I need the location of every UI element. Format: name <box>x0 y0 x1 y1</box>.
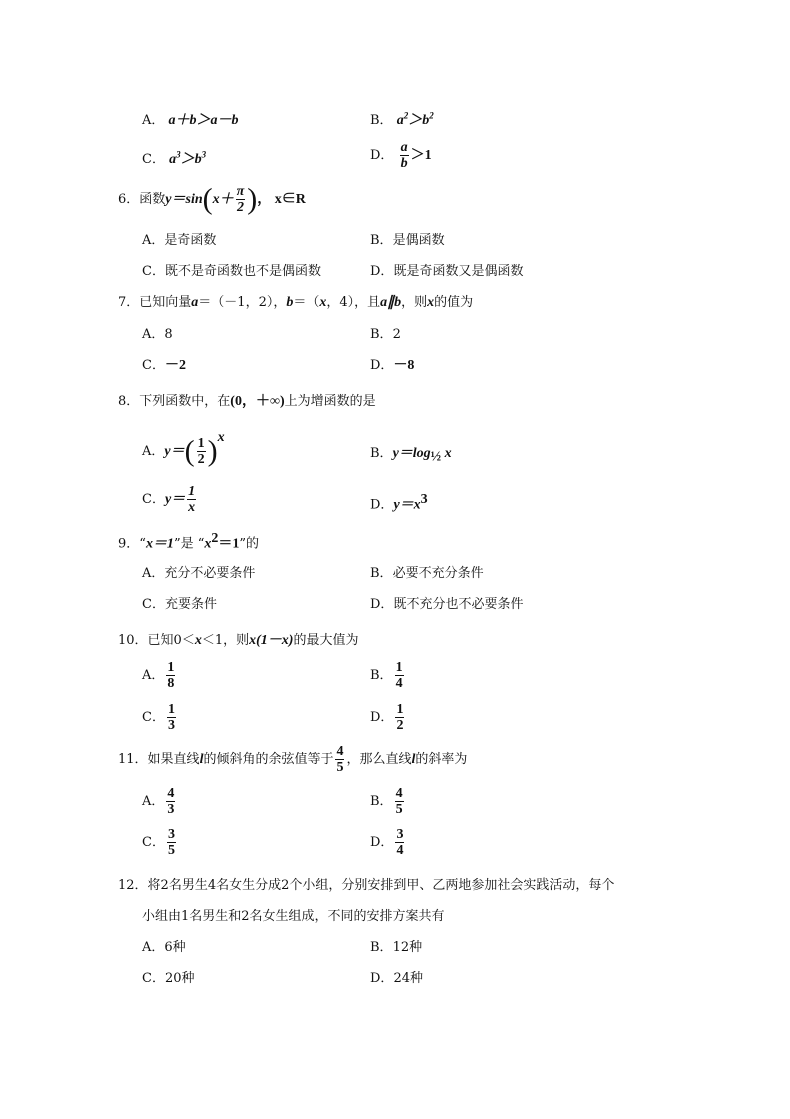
q9-option-a: A．充分不必要条件 <box>142 566 256 581</box>
q9-option-d: D．既不充分也不必要条件 <box>370 597 524 612</box>
option-fraction: $\frac{a}{b}$ <box>400 140 408 171</box>
q5-option-d: D． $\frac{a}{b}$ ＞1 <box>370 140 432 171</box>
q10-option-c: C． $\frac{1}{3}$ <box>142 702 175 733</box>
question-9: 9．“x＝1”是 “$x^2=1$”的 <box>118 531 260 552</box>
q10-option-d: D． $\frac{1}{2}$ <box>370 702 404 733</box>
q9-option-b: B．必要不充分条件 <box>370 566 484 581</box>
question-12: 12．将2名男生4名女生分成2个小组，分别安排到甲、乙两地参加社会实践活动，每个 <box>118 878 615 893</box>
q12-option-d: D．24种 <box>370 971 423 986</box>
q7-option-c: C．－2 <box>142 358 186 373</box>
option-fraction: $\frac{4}{3}$ <box>167 786 175 817</box>
q6-option-a: A．是奇函数 <box>142 233 217 248</box>
option-expression: $a^3>b^3$ <box>169 149 207 167</box>
option-fraction: $\frac{1}{x}$ <box>188 484 196 515</box>
option-fraction: $\frac{4}{5}$ <box>395 786 403 817</box>
option-fraction: $\frac{1}{3}$ <box>167 702 175 733</box>
q11-option-c: C． $\frac{3}{5}$ <box>142 827 175 858</box>
pi-over-2: $\frac{\pi}{2}$ <box>236 184 245 215</box>
option-fraction: $\frac{1}{4}$ <box>395 660 403 691</box>
option-fraction: $\frac{1}{2}$ <box>396 702 404 733</box>
q7-option-b: B．2 <box>370 327 401 342</box>
q10-option-b: B． $\frac{1}{4}$ <box>370 660 403 691</box>
q11-option-b: B． $\frac{4}{5}$ <box>370 786 403 817</box>
q11-option-d: D． $\frac{3}{4}$ <box>370 827 404 858</box>
q6-option-d: D．既是奇函数又是偶函数 <box>370 264 524 279</box>
question-text: 函数 <box>139 192 166 207</box>
four-fifths: $\frac{4}{5}$ <box>336 744 344 775</box>
option-label: C． <box>142 152 165 167</box>
question-10: 10．已知0＜x＜1，则x(1－x)的最大值为 <box>118 633 359 648</box>
q12-option-c: C．20种 <box>142 971 195 986</box>
option-expression: $a^2>b^2$ <box>396 110 434 128</box>
q5-option-b <box>370 109 434 129</box>
question-11: 11．如果直线l的倾斜角的余弦值等于 $\frac{4}{5}$ ，那么直线l的斜率为 <box>118 744 468 775</box>
option-label: D． <box>370 148 394 163</box>
option-expression: a＋b＞a－b <box>168 113 239 128</box>
q7-option-a: A．8 <box>142 327 173 342</box>
q8-option-d: D．$y=x^3$ <box>370 492 428 513</box>
q8-option-b: B．$y=\log_{\frac{1}{2}}$ x <box>370 446 452 465</box>
q6-option-b: B．是偶函数 <box>370 233 445 248</box>
q6-option-c: C．既不是奇函数也不是偶函数 <box>142 264 321 279</box>
question-8: 8．下列函数中，在(0，＋∞)上为增函数的是 <box>118 394 376 409</box>
question-7: 7．已知向量a＝（－1，2），b＝（x，4），且a∥b，则x的值为 <box>118 295 474 310</box>
question-12-line-2: 小组由1名男生和2名女生组成，不同的安排方案共有 <box>142 909 445 924</box>
q9-option-c: C．充要条件 <box>142 597 217 612</box>
option-fraction: $\frac{1}{2}$ <box>197 436 205 467</box>
q10-option-a: A． $\frac{1}{8}$ <box>142 660 175 691</box>
option-fraction: $\frac{3}{5}$ <box>167 827 175 858</box>
q5-option-c <box>142 148 206 168</box>
q8-option-a: A．y＝( $\frac{1}{2}$ )$^x$ <box>142 430 225 468</box>
q7-option-d: D．－8 <box>370 358 415 373</box>
option-label: A． <box>142 113 165 128</box>
q11-option-a: A． $\frac{4}{3}$ <box>142 786 175 817</box>
question-number: 6． <box>118 192 140 207</box>
option-fraction: $\frac{1}{8}$ <box>167 660 175 691</box>
option-fraction: $\frac{3}{4}$ <box>396 827 404 858</box>
q12-option-b: B．12种 <box>370 940 423 955</box>
q12-option-a: A．6种 <box>142 940 186 955</box>
question-6: 6．函数y＝sin(x＋ $\frac{\pi}{2}$ )， x∈R <box>118 182 306 216</box>
q5-option-a <box>142 109 239 129</box>
option-label: B． <box>370 113 393 128</box>
q8-option-c: C．y＝ $\frac{1}{x}$ <box>142 484 196 515</box>
